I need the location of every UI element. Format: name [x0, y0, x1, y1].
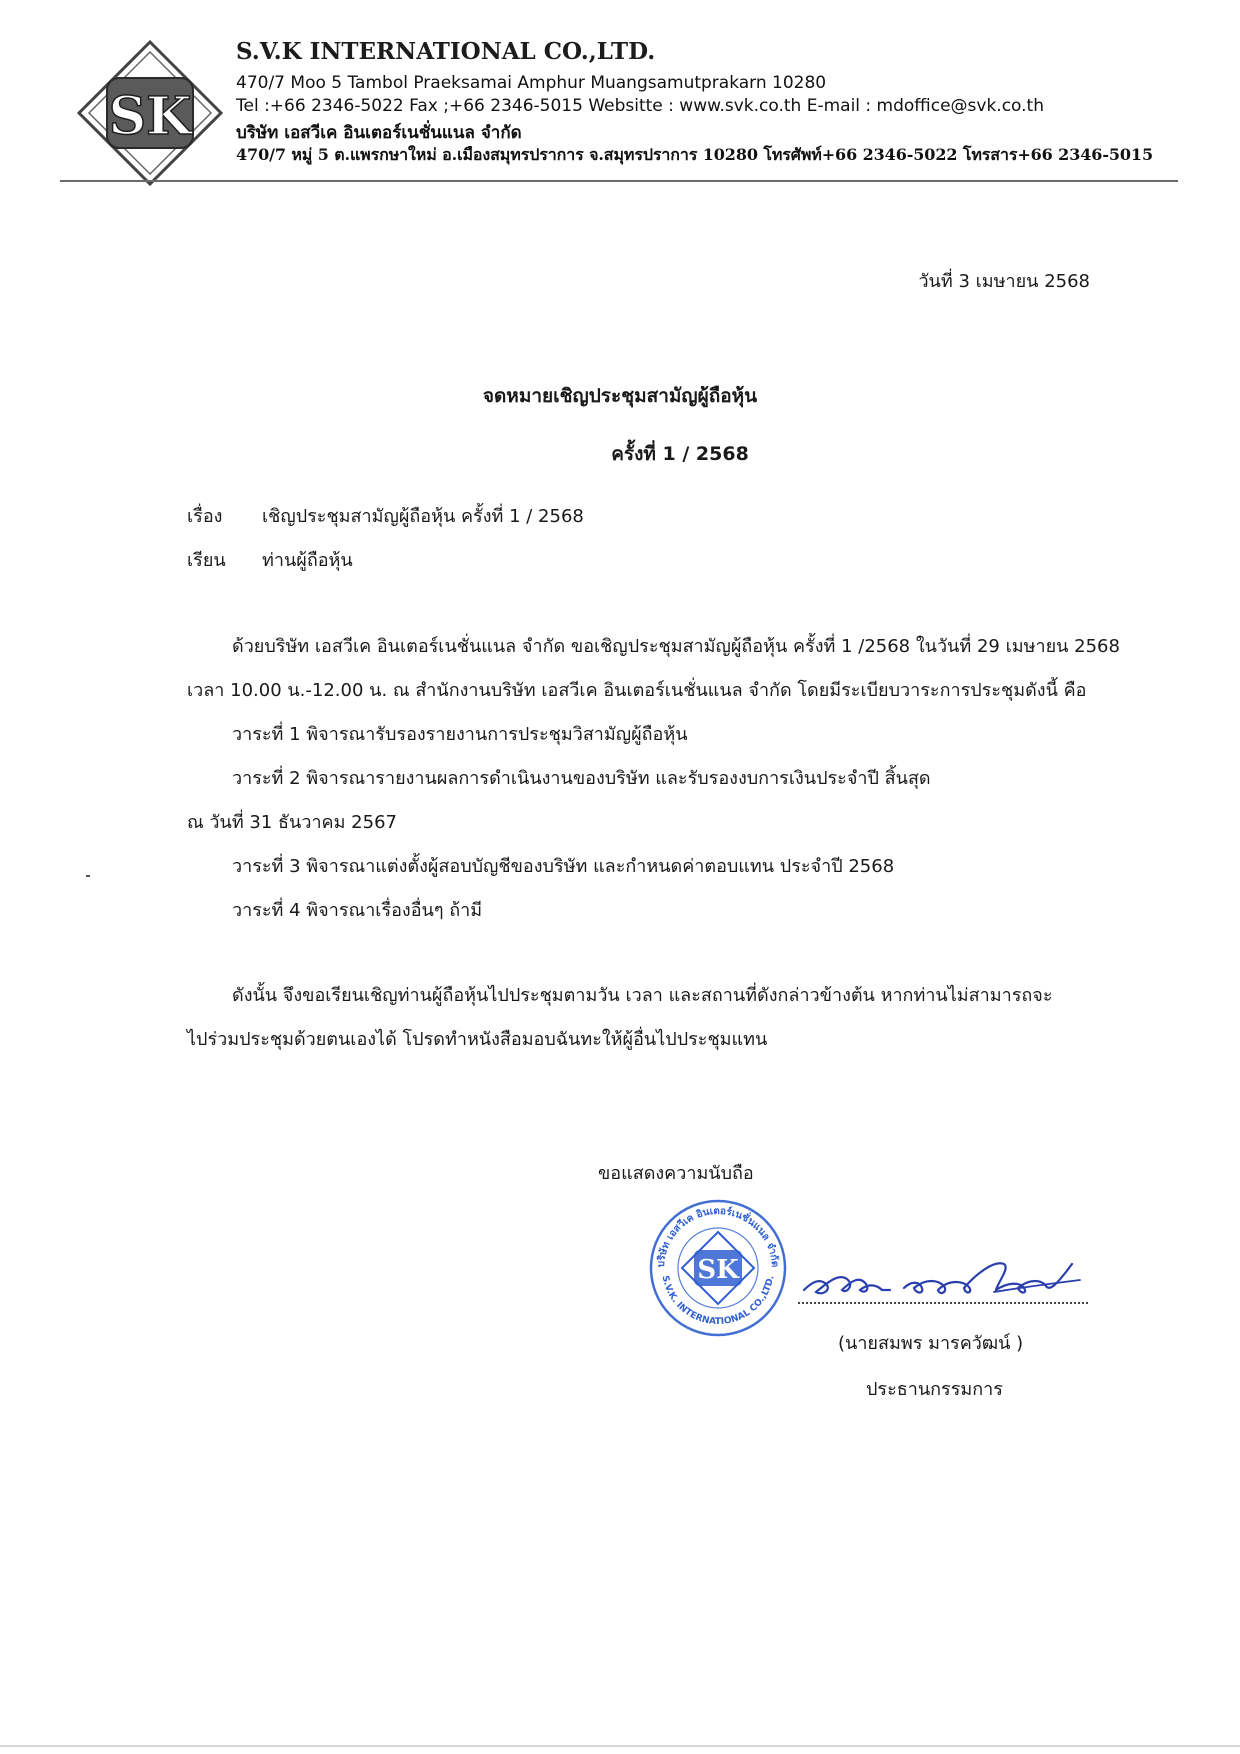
company-contact-line: Tel :+66 2346-5022 Fax ;+66 2346-5015 Websitte : www.svk.co.th E-mail : mdoffice@svk.co.th: [236, 96, 1044, 116]
company-name-th: บริษัท เอสวีเค อินเตอร์เนชั่นแนล จำกัด: [236, 123, 522, 143]
handwritten-signature: [798, 1252, 1088, 1302]
signer-name: (นายสมพร มารควัฒน์ ): [838, 1333, 1024, 1354]
agenda-item-3: วาระที่ 3 พิจารณาแต่งตั้งผู้สอบบัญชีของบริษัท และกำหนดค่าตอบแทน ประจำปี 2568: [232, 856, 895, 877]
company-name-en: S.V.K INTERNATIONAL CO.,LTD.: [236, 38, 656, 65]
logo-text: SK: [108, 86, 192, 147]
closing-paragraph-line: ดังนั้น จึงขอเรียนเชิญท่านผู้ถือหุ้นไปประชุมตามวัน เวลา และสถานที่ดังกล่าวข้างต้น หากท่านไม่สามารถจะ: [232, 985, 1053, 1006]
closing-paragraph-line: ไปร่วมประชุมด้วยตนเองได้ โปรดทำหนังสือมอบฉันทะให้ผู้อื่นไปประชุมแทน: [187, 1029, 768, 1050]
page-bottom-edge: [0, 1745, 1240, 1747]
meeting-number: ครั้งที่ 1 / 2568: [611, 443, 749, 465]
invitation-paragraph-line: เวลา 10.00 น.-12.00 น. ณ สำนักงานบริษัท เอสวีเค อินเตอร์เนชั่นแนล จำกัด โดยมีระเบียบวาระการประชุมดังนี้ คือ: [187, 680, 1087, 701]
header-divider: [60, 180, 1178, 182]
recipient-value: ท่านผู้ถือหุ้น: [262, 550, 353, 571]
company-address-en: 470/7 Moo 5 Tambol Praeksamai Amphur Muangsamutprakarn 10280: [236, 73, 827, 93]
company-address-th: 470/7 หมู่ 5 ต.แพรกษาใหม่ อ.เมืองสมุทรปราการ จ.สมุทรปราการ 10280 โทรศัพท์+66 2346-5022 โทรสาร+66 2346-5015: [236, 145, 1153, 164]
agenda-item-4: วาระที่ 4 พิจารณาเรื่องอื่นๆ ถ้ามี: [232, 900, 483, 921]
letter-title: จดหมายเชิญประชุมสามัญผู้ถือหุ้น: [482, 385, 758, 407]
signer-position: ประธานกรรมการ: [866, 1379, 1003, 1400]
company-stamp: [648, 1198, 788, 1338]
subject-value: เชิญประชุมสามัญผู้ถือหุ้น ครั้งที่ 1 / 2568: [262, 506, 584, 527]
stamp-top-text: บริษัท เอสวีเค อินเตอร์เนชั่นแนล จำกัด: [655, 1205, 781, 1268]
subject-label: เรื่อง: [187, 506, 223, 527]
agenda-item-2: วาระที่ 2 พิจารณารายงานผลการดำเนินงานของบริษัท และรับรองงบการเงินประจำปี สิ้นสุด: [232, 768, 931, 789]
letter-date: วันที่ 3 เมษายน 2568: [918, 271, 1090, 292]
invitation-paragraph-line: ด้วยบริษัท เอสวีเค อินเตอร์เนชั่นแนล จำกัด ขอเชิญประชุมสามัญผู้ถือหุ้น ครั้งที่ 1 /2568 ในวันที่ 29 เมษายน 2568: [232, 636, 1120, 657]
agenda-item-1: วาระที่ 1 พิจารณารับรองรายงานการประชุมวิสามัญผู้ถือหุ้น: [232, 724, 688, 745]
margin-mark: [86, 875, 90, 877]
recipient-label: เรียน: [187, 550, 226, 571]
stamp-bottom-text: S.V.K. INTERNATIONAL CO.,LTD.: [659, 1274, 777, 1328]
company-logo: [75, 38, 225, 188]
signature-line: [798, 1302, 1088, 1304]
closing-salutation: ขอแสดงความนับถือ: [598, 1163, 754, 1184]
stamp-center-text: SK: [697, 1255, 739, 1285]
agenda-item-2-continued: ณ วันที่ 31 ธันวาคม 2567: [187, 812, 397, 833]
